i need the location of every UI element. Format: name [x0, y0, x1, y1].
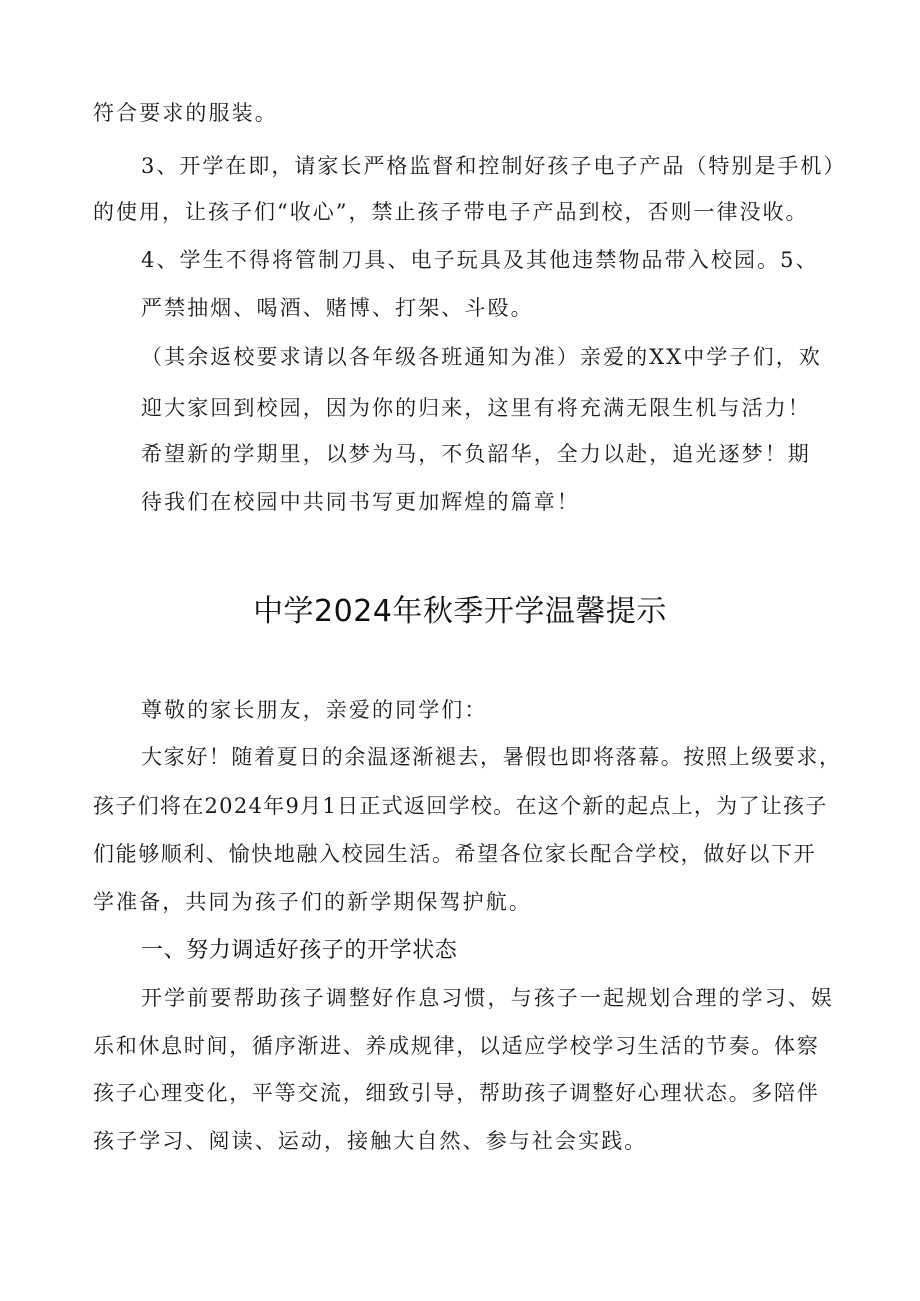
section-heading: 一、努力调适好孩子的开学状态 — [141, 938, 458, 963]
text-line: 3、开学在即，请家长严格监督和控制好孩子电子产品（特别是手机） — [141, 154, 847, 178]
greeting: 尊敬的家长朋友，亲爱的同学们： — [141, 698, 488, 722]
text-line: 乐和休息时间，循序渐进、养成规律，以适应学校学习生活的节奏。体察 — [93, 1034, 820, 1058]
text-line: 孩子心理变化，平等交流，细致引导，帮助孩子调整好心理状态。多陪伴 — [93, 1081, 820, 1105]
text-line: 大家好！随着夏日的余温逐渐褪去，暑假也即将落幕。按照上级要求， — [141, 745, 842, 769]
text-line: 学准备，共同为孩子们的新学期保驾护航。 — [93, 890, 532, 914]
text-line: 的使用，让孩子们“收心”，禁止孩子带电子产品到校，否则一律没收。 — [93, 200, 809, 224]
text-line: 开学前要帮助孩子调整好作息习惯，与孩子一起规划合理的学习、娱 — [141, 986, 834, 1010]
text-line: 符合要求的服装。 — [93, 101, 278, 125]
text-line: 希望新的学期里，以梦为马，不负韶华，全力以赴，追光逐梦！期 — [141, 442, 811, 466]
text-line: 严禁抽烟、喝酒、赌博、打架、斗殴。 — [141, 296, 534, 320]
text-line: 迎大家回到校园，因为你的归来，这里有将充满无限生机与活力！ — [141, 396, 811, 420]
text-line: 待我们在校园中共同书写更加辉煌的篇章！ — [141, 490, 580, 514]
text-line: 孩子们将在2024年9月1日正式返回学校。在这个新的起点上，为了让孩子 — [93, 794, 828, 818]
page-title: 中学2024年秋季开学温馨提示 — [253, 594, 667, 629]
text-line: 孩子学习、阅读、运动，接触大自然、参与社会实践。 — [93, 1129, 648, 1153]
text-line: （其余返校要求请以各年级各班通知为准）亲爱的XX中学子们，欢 — [141, 345, 822, 369]
text-line: 们能够顺利、愉快地融入校园生活。希望各位家长配合学校，做好以下开 — [93, 842, 817, 866]
text-line: 4、学生不得将管制刀具、电子玩具及其他违禁物品带入校园。5、 — [141, 248, 819, 272]
